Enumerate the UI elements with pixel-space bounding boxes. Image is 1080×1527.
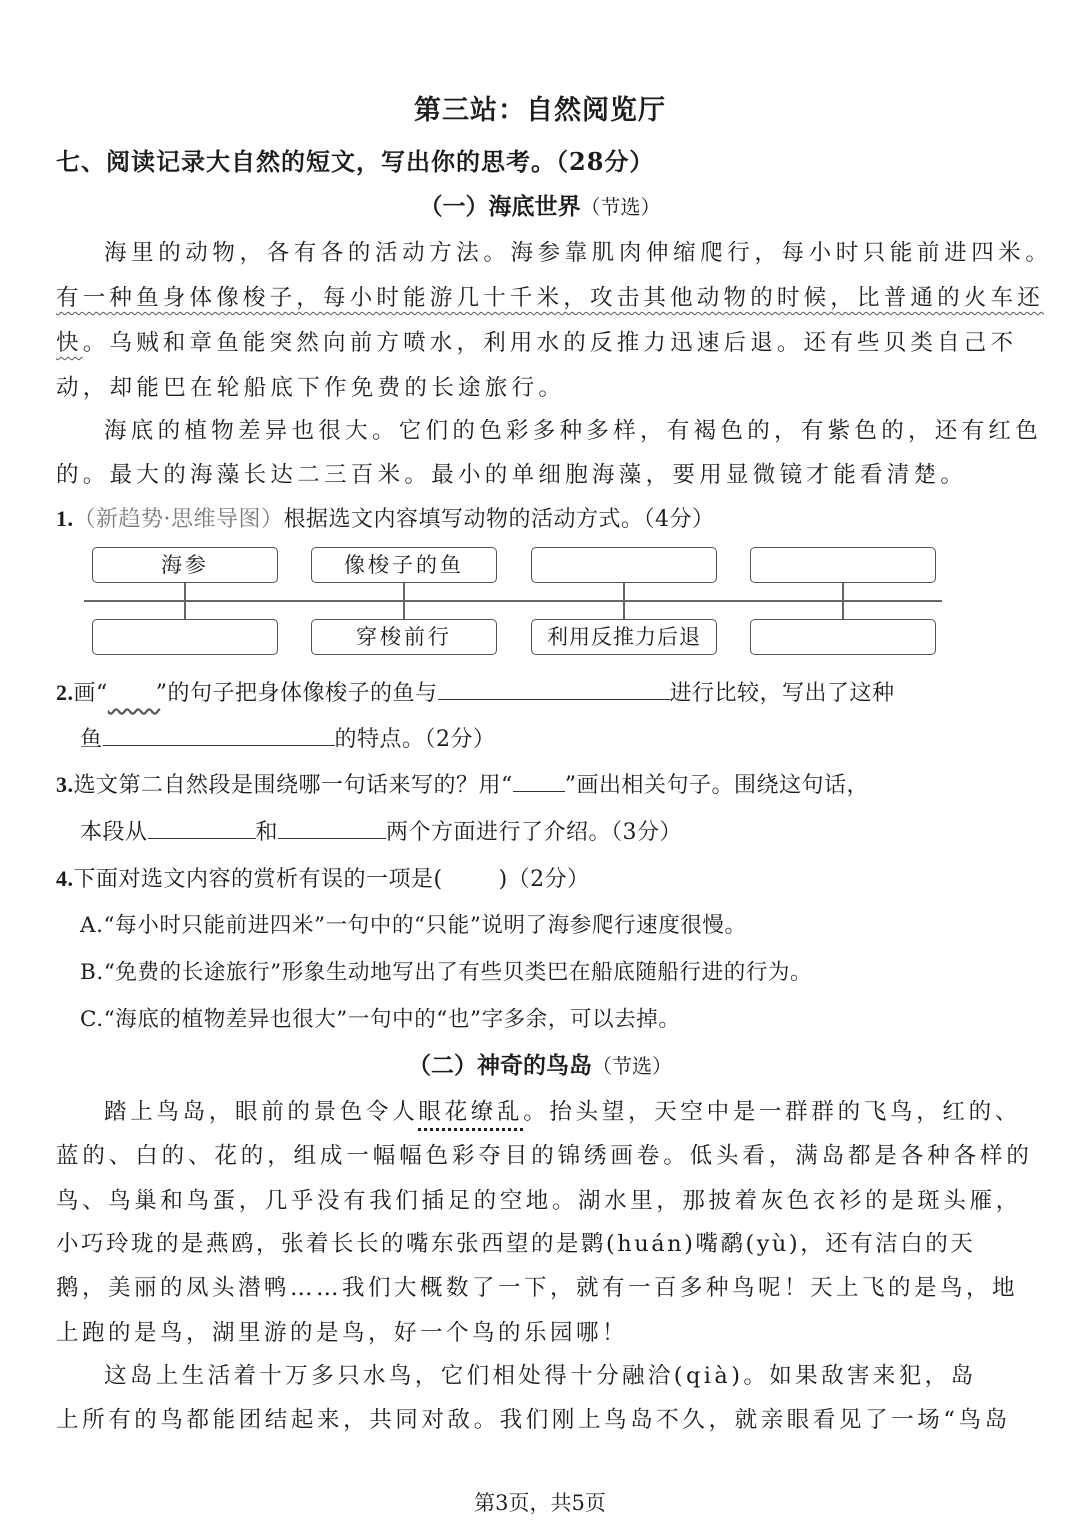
wavy-underlined-sentence-end: 快: [56, 330, 83, 356]
question-text: 本段从: [80, 820, 148, 845]
passage2-text: 踏上鸟岛，眼前的景色令人: [104, 1099, 419, 1125]
passage1-line: 动，却能巴在轮船底下作免费的长途旅行。: [56, 375, 566, 401]
passage1-line: 海里的动物，各有各的活动方法。海参靠肌肉伸缩爬行，每小时只能前进四米。: [104, 240, 1053, 266]
question-number: 2.: [56, 680, 74, 705]
mind-map-axis: [84, 600, 942, 602]
mind-map-connector: [403, 583, 405, 619]
question-text: 两个方面进行了介绍。（3分）: [386, 820, 683, 845]
question-text: )（2分）: [498, 867, 590, 892]
question-text: 画“: [73, 681, 108, 706]
mind-map-box-bottom: 利用反推力后退: [531, 619, 717, 655]
answer-blank[interactable]: [103, 725, 335, 746]
question-text: ”的句子把身体像梭子的鱼与: [155, 681, 438, 706]
passage2-heading: [0, 1047, 1080, 1080]
question-text: ”画出相关句子。围绕这句话，: [564, 773, 869, 798]
passage1-line: [56, 325, 1017, 357]
passage2-heading-text: （二）神奇的鸟岛: [408, 1052, 592, 1079]
question-2-line2: [80, 722, 496, 753]
question-text: 下面对选文内容的赏析有误的一项是(: [73, 867, 443, 892]
wavy-underlined-sentence: 有一种鱼身体像梭子，每小时能游几十千米，攻击其他动物的时候，比普通的火车还: [56, 285, 1044, 311]
passage2-line: 这岛上生活着十万多只水鸟，它们相处得十分融洽(qià)。如果敌害来犯，岛: [104, 1363, 977, 1389]
passage1-note: （节选）: [580, 195, 661, 219]
passage2-line: 上跑的是鸟，湖里游的是鸟，好一个鸟的乐园哪！: [56, 1320, 629, 1346]
answer-blank[interactable]: [148, 818, 256, 839]
question-text: 进行比较，写出了这种: [669, 681, 895, 706]
question-1: [56, 502, 715, 533]
question-tag: （新趋势·思维导图）: [73, 507, 284, 532]
passage2-line: 鹅，美丽的凤头潜鸭……我们大概数了一下，就有一百多种鸟呢！天上飞的是鸟，地: [56, 1275, 1019, 1301]
mind-map-connector: [842, 583, 844, 619]
passage2-note: （节选）: [592, 1054, 672, 1078]
page-number: 第3页，共5页: [474, 1491, 606, 1515]
mind-map-box-bottom-empty[interactable]: [92, 619, 278, 655]
mind-map-connector: [184, 583, 186, 619]
mind-map-connector: [623, 583, 625, 619]
answer-blank[interactable]: [278, 818, 386, 839]
question-text: 和: [255, 820, 279, 845]
passage2-line: 鸟、鸟巢和鸟蛋，几乎没有我们插足的空地。湖水里，那披着灰色衣衫的是斑头雁，: [56, 1188, 1022, 1214]
question-3-line2: [80, 815, 682, 846]
page-title: 第三站：自然阅览厅: [414, 95, 666, 126]
passage1-line: 海底的植物差异也很大。它们的色彩多种多样，有褐色的，有紫色的，还有红色: [104, 418, 1043, 444]
question-2: [56, 676, 895, 707]
passage1-line: 的。最大的海藻长达二三百米。最小的单细胞海藻，要用显微镜才能看清楚。: [56, 462, 968, 488]
mind-map-box-top-empty[interactable]: [531, 547, 717, 583]
section-heading: [56, 142, 654, 177]
question-4: [56, 862, 590, 893]
mind-map-box-top: 像梭子的鱼: [311, 547, 497, 583]
question-text: 选文第二自然段是围绕哪一句话来写的？用“: [73, 773, 513, 798]
passage2-line: 小巧玲珑的是燕鸥，张着长长的嘴东张西望的是鹮(huán)嘴鹬(yù)，还有洁白的天: [56, 1231, 976, 1257]
question-text: 的特点。（2分）: [334, 727, 496, 752]
question-3: [56, 768, 869, 799]
option-a: A.“每小时只能前进四米”一句中的“只能”说明了海参爬行速度很慢。: [80, 913, 747, 938]
question-number: 3.: [56, 772, 74, 797]
passage1-line-rest: 。乌贼和章鱼能突然向前方喷水，利用水的反推力迅速后退。还有些贝类自己不: [82, 330, 1018, 356]
passage2-line: 上所有的鸟都能团结起来，共同对敌。我们刚上鸟岛不久，就亲眼看见了一场“鸟岛: [56, 1407, 1011, 1433]
option-b: B.“免费的长途旅行”形象生动地写出了有些贝类巴在船底随船行进的行为。: [80, 960, 813, 985]
question-text: 根据选文内容填写动物的活动方式。（4分）: [283, 507, 715, 532]
passage2-text: 。抬头望，天空中是一群群的飞鸟，红的、: [523, 1099, 1022, 1125]
dotted-emphasis-phrase: 眼花缭乱: [418, 1099, 524, 1125]
mind-map-box-bottom: 穿梭前行: [311, 619, 497, 655]
section-title: 阅读记录大自然的短文，写出你的思考。（28分）: [106, 147, 655, 176]
passage2-line: [104, 1094, 1021, 1126]
answer-blank[interactable]: [438, 679, 670, 700]
passage2-line: 蓝的、白的、花的，组成一幅幅色彩夺目的锦绣画卷。低头看，满岛都是各种各样的: [56, 1143, 1033, 1169]
question-number: 1.: [56, 506, 74, 531]
question-number: 4.: [56, 866, 74, 891]
passage1-heading-text: （一）海底世界: [419, 193, 581, 220]
option-c: C.“海底的植物差异也很大”一句中的“也”字多余，可以去掉。: [80, 1007, 681, 1032]
mind-map-box-top-empty[interactable]: [750, 547, 936, 583]
passage1-line: [56, 280, 1044, 312]
wavy-line-symbol: ​: [107, 681, 161, 706]
mind-map-box-bottom-empty[interactable]: [750, 619, 936, 655]
mind-map-box-top: 海参: [92, 547, 278, 583]
line-symbol: [513, 771, 565, 792]
passage1-heading: [0, 188, 1080, 221]
section-number: 七、: [56, 147, 106, 176]
question-text: 鱼: [80, 727, 103, 752]
